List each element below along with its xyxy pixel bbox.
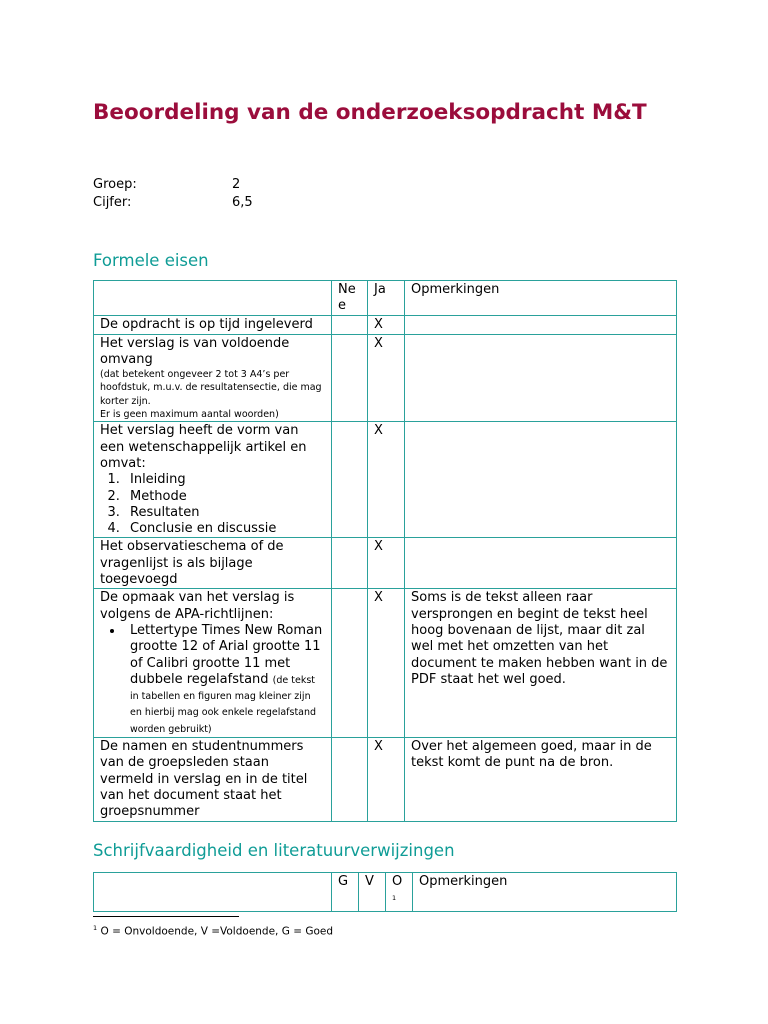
schrijfvaardigheid-heading: Schrijfvaardigheid en literatuurverwijzingen [93, 841, 455, 860]
criterion-cell [94, 422, 332, 538]
table-header-row [94, 281, 677, 316]
o-label: O [392, 874, 403, 889]
formele-eisen-table [93, 280, 677, 822]
nee-cell [332, 315, 368, 334]
nee-cell [332, 538, 368, 589]
footnote [93, 921, 333, 939]
schrijfvaardigheid-table [93, 872, 677, 912]
remark-cell: Over het algemeen goed, maar in de tekst komt de punt na de bron. [405, 738, 677, 821]
bullet-note: (de tekst in tabellen en figuren mag kleiner zijn en hierbij mag ook enkele regelafstand worden gebruikt) [130, 674, 317, 735]
cijfer-value: 6,5 [232, 195, 253, 210]
table-row [94, 315, 677, 334]
table-row [94, 538, 677, 589]
footnote-mark: 1 [392, 894, 397, 903]
criterion-cell [94, 334, 332, 422]
table-row [94, 334, 677, 422]
ja-cell: X [368, 315, 405, 334]
ja-cell: X [368, 738, 405, 821]
remark-cell [405, 538, 677, 589]
document-title: Beoordeling van de onderzoeksopdracht M&T [93, 100, 647, 125]
list-item: 3. Resultaten [124, 505, 325, 521]
groep-label: Groep: [93, 177, 137, 192]
table-row [94, 422, 677, 538]
header-cell-opmerkingen: Opmerkingen [413, 873, 677, 912]
criterion-cell [94, 589, 332, 738]
table-header-row [94, 873, 677, 912]
ja-cell: X [368, 422, 405, 538]
header-cell-nee: Ne e [332, 281, 368, 316]
header-cell-opmerkingen: Opmerkingen [405, 281, 677, 316]
list-item: 1. Inleiding [124, 472, 325, 488]
footnote-separator [93, 916, 239, 917]
header-cell-g: G [332, 873, 359, 912]
criterion-cell: Het observatieschema of de vragenlijst is als bijlage toegevoegd [94, 538, 332, 589]
header-cell-ja: Ja [368, 281, 405, 316]
header-cell-criterion [94, 281, 332, 316]
table-row [94, 738, 677, 821]
nee-cell [332, 738, 368, 821]
ja-cell: X [368, 538, 405, 589]
remark-cell [405, 422, 677, 538]
header-cell-v: V [359, 873, 386, 912]
bullet-text: Lettertype Times New Roman grootte 12 of Arial grootte 11 of Calibri grootte 11 met dubbele regelafstand [130, 622, 323, 687]
footnote-text: O = Onvoldoende, V =Voldoende, G = Goed [100, 925, 334, 938]
cijfer-label: Cijfer: [93, 195, 132, 210]
nee-cell [332, 334, 368, 422]
criterion-note: (dat betekent ongeveer 2 tot 3 A4’s per hoofdstuk, m.u.v. de resultatensectie, die mag korter zijn. Er is geen maximum aantal woorden) [100, 369, 322, 421]
apa-rules-list [100, 623, 325, 737]
groep-value: 2 [232, 177, 241, 192]
nee-cell [332, 422, 368, 538]
footnote-mark: 1 [93, 924, 98, 932]
article-parts-list [100, 472, 325, 537]
list-item: 2. Methode [124, 489, 325, 505]
ja-cell: X [368, 589, 405, 738]
remark-cell [405, 315, 677, 334]
list-item: 4. Conclusie en discussie [124, 521, 325, 537]
list-item [124, 623, 325, 737]
nee-cell [332, 589, 368, 738]
remark-cell: Soms is de tekst alleen raar versprongen en begint de tekst heel hoog bovenaan de lijst, maar dit zal wel met het omzetten van het document te maken hebben want in de PDF staat het wel goed. [405, 589, 677, 738]
header-cell-criterion [94, 873, 332, 912]
ja-cell: X [368, 334, 405, 422]
criterion-cell: De opdracht is op tijd ingeleverd [94, 315, 332, 334]
criterion-text: Het verslag heeft de vorm van een wetenschappelijk artikel en omvat: [100, 423, 307, 471]
formele-eisen-heading: Formele eisen [93, 251, 209, 270]
header-cell-o [386, 873, 413, 912]
table-row [94, 589, 677, 738]
criterion-cell: De namen en studentnummers van de groepsleden staan vermeld in verslag en in de titel van het document staat het groepsnummer [94, 738, 332, 821]
criterion-text: Het verslag is van voldoende omvang [100, 335, 290, 367]
criterion-text: De opmaak van het verslag is volgens de APA-richtlijnen: [100, 590, 295, 622]
remark-cell [405, 334, 677, 422]
